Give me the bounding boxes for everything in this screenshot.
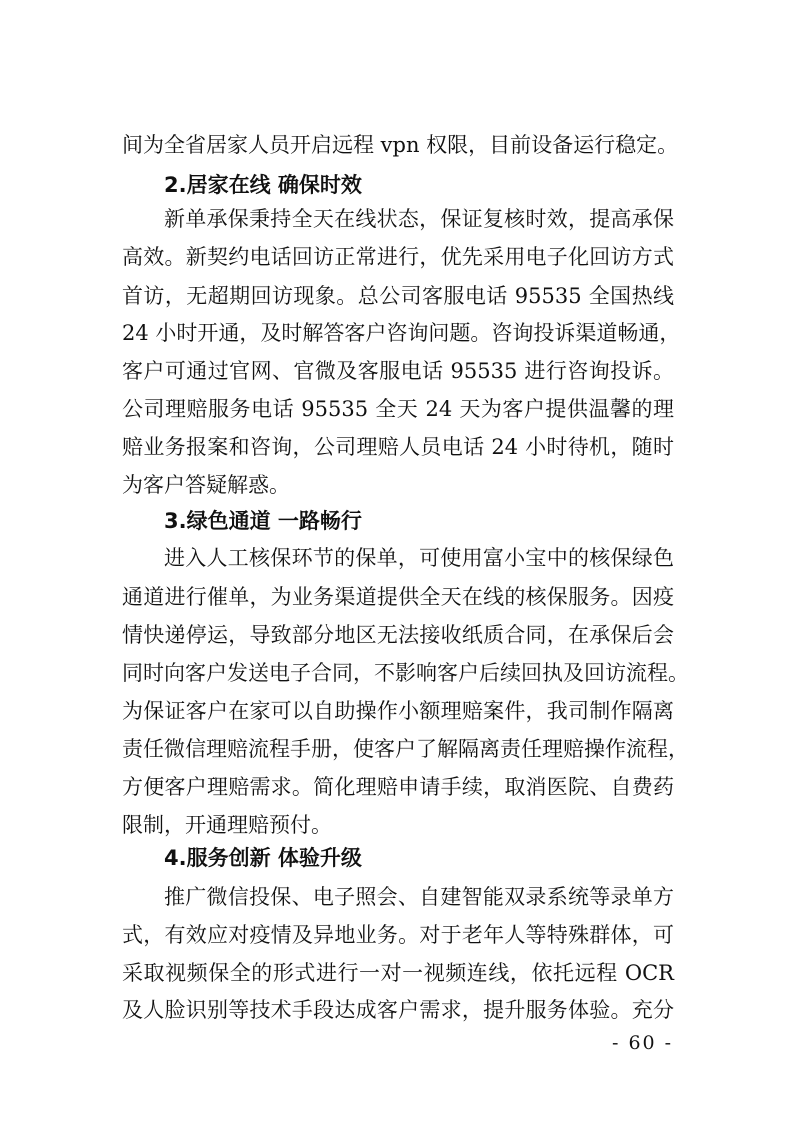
body-line: 24 小时开通，及时解答客户咨询问题。咨询投诉渠道畅通， (122, 321, 681, 345)
section-heading: 2.居家在线 确保时效 (164, 173, 362, 197)
body-line: 间为全省居家人员开启远程 vpn 权限，目前设备运行稳定。 (122, 133, 679, 157)
body-line: 方便客户理赔需求。简化理赔申请手续，取消医院、自费药 (122, 775, 674, 799)
body-line: 及人脸识别等技术手段达成客户需求，提升服务体验。充分 (122, 998, 674, 1022)
body-line: 新单承保秉持全天在线状态，保证复核时效，提高承保 (164, 207, 674, 231)
body-line: 公司理赔服务电话 95535 全天 24 天为客户提供温馨的理 (122, 397, 674, 421)
body-line: 式，有效应对疫情及异地业务。对于老年人等特殊群体，可 (122, 923, 674, 947)
body-line: 赔业务报案和咨询，公司理赔人员电话 24 小时待机，随时 (122, 435, 674, 459)
body-line: 客户可通过官网、官微及客服电话 95535 进行咨询投诉。 (122, 359, 674, 383)
body-line: 高效。新契约电话回访正常进行，优先采用电子化回访方式 (122, 245, 674, 269)
body-line: 同时向客户发送电子合同，不影响客户后续回执及回访流程。 (122, 661, 689, 685)
page-number: - 60 - (612, 1032, 674, 1054)
body-line: 进入人工核保环节的保单，可使用富小宝中的核保绿色 (164, 546, 674, 570)
section-heading: 4.服务创新 体验升级 (164, 846, 362, 870)
section-heading: 3.绿色通道 一路畅行 (164, 509, 362, 533)
body-line: 通道进行催单，为业务渠道提供全天在线的核保服务。因疫 (122, 585, 674, 609)
body-line: 责任微信理赔流程手册，使客户了解隔离责任理赔操作流程， (122, 737, 689, 761)
body-line: 为保证客户在家可以自助操作小额理赔案件，我司制作隔离 (122, 699, 674, 723)
body-line: 限制，开通理赔预付。 (122, 813, 332, 837)
body-line: 采取视频保全的形式进行一对一视频连线，依托远程 OCR (122, 961, 674, 985)
body-line: 首访，无超期回访现象。总公司客服电话 95535 全国热线 (122, 284, 674, 308)
body-line: 为客户答疑解惑。 (122, 473, 290, 497)
body-line: 推广微信投保、电子照会、自建智能双录系统等录单方 (164, 885, 674, 909)
body-line: 情快递停运，导致部分地区无法接收纸质合同，在承保后会 (122, 623, 674, 647)
